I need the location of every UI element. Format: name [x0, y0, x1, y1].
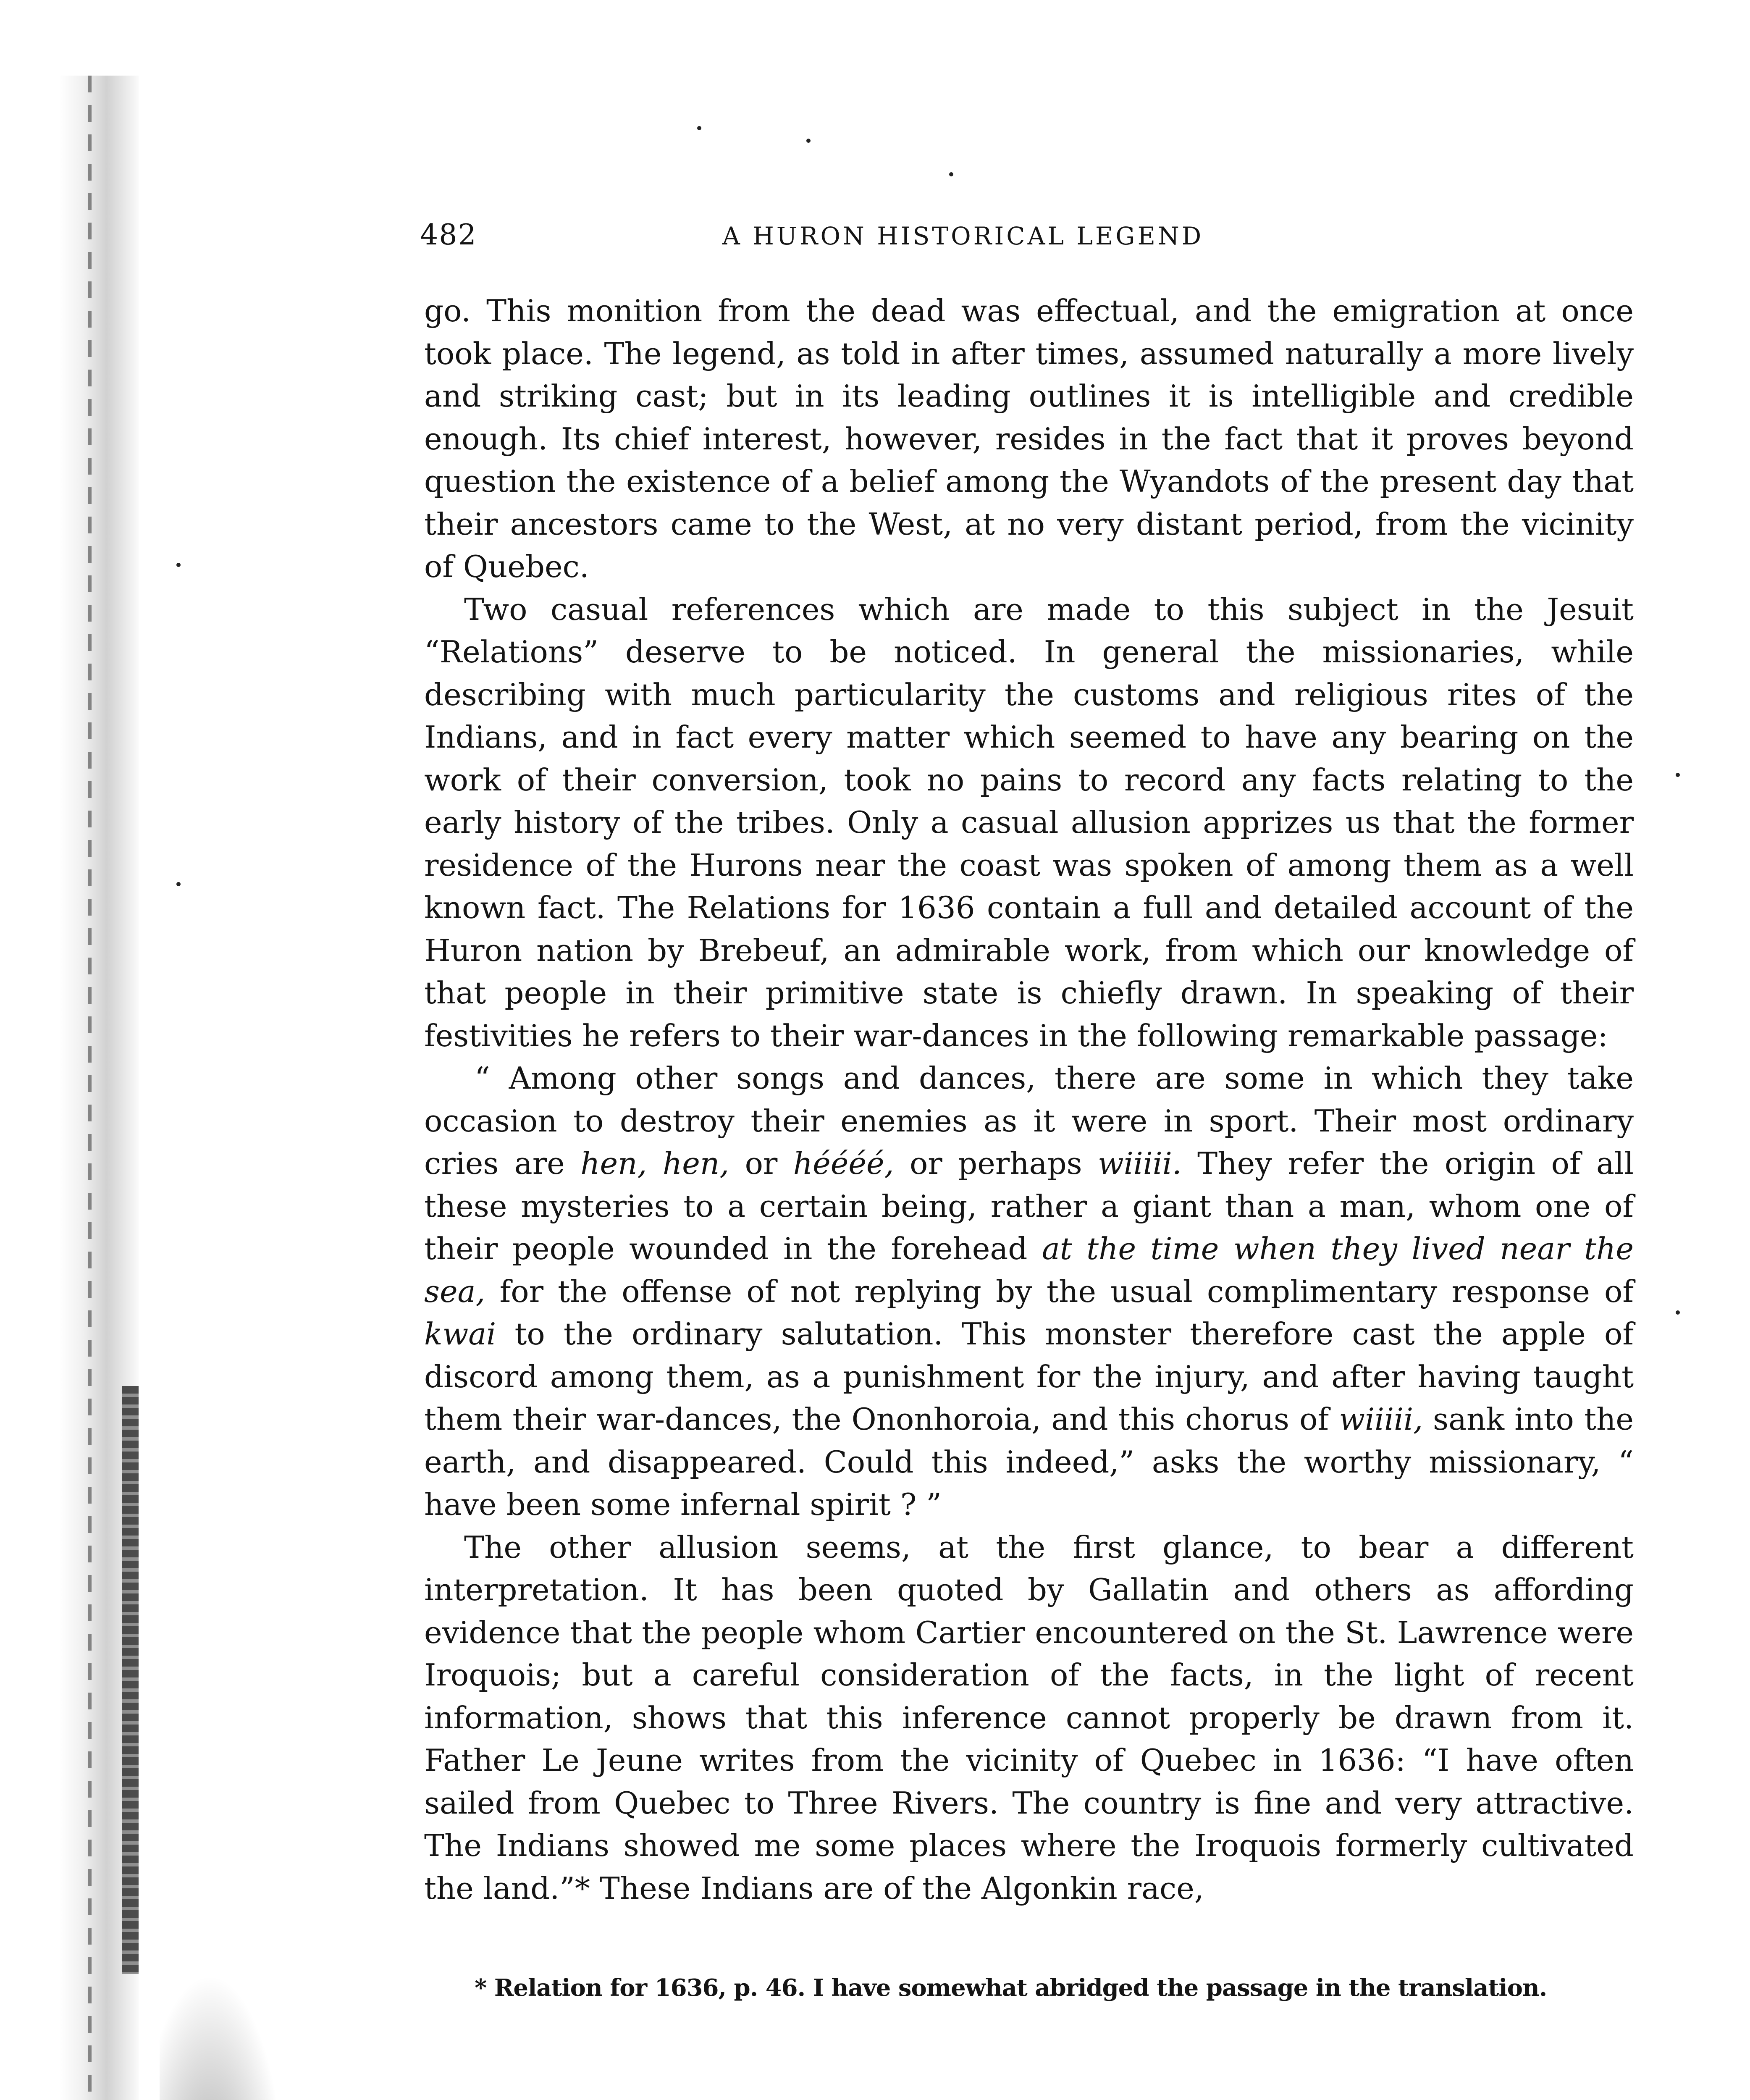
text-segment: They refer the origin of all these mysteries to a certain being, rather a giant than a man, whom one of their people wounded in the forehead — [424, 1146, 1634, 1266]
italic-term: hen, hen, — [580, 1146, 729, 1181]
scan-speck — [1676, 1310, 1680, 1315]
text-segment: Two casual references which are made to this subject in the Jesuit “Relations” deserve to be noticed. In general the missionaries, while describing with much particularity the customs and religious rites of the Indians, and in fact every matter which seemed to have any bearing on the work of their conversion, took no pains to record any facts relating to the early history of the tribes. Only a casual allusion apprizes us that the former residence of the Hurons near the coast was spoken of among them as a well known fact. The Relations for 1636 contain a full and detailed account of the Huron nation by Brebeuf, an admirable work, from which our knowledge of that people in their primitive state is chiefly drawn. In speaking of their festivities he refers to their war-dances in the following remarkable passage: — [424, 591, 1634, 1053]
scan-speck — [697, 126, 701, 130]
italic-term: wiiiii. — [1098, 1146, 1182, 1181]
text-segment: sank into the earth, and disappeared. Could this indeed,” asks the worthy missionary, “ have been some infernal spirit ? ” — [424, 1402, 1634, 1522]
paragraph — [424, 290, 1634, 588]
text-segment: “ Among other songs and dances, there are some in which they take occasion to destroy their enemies as it were in sport. Their most ordinary cries are — [424, 1060, 1634, 1181]
scan-corner-smudge — [160, 1974, 286, 2100]
scan-binding-mark — [122, 1386, 139, 1974]
text-segment: for the offense of not replying by the usual complimentary response of — [485, 1273, 1634, 1309]
scan-speck — [1676, 773, 1680, 777]
footnote: * Relation for 1636, p. 46. I have somewhat abridged the passage in the translation. — [475, 1974, 1547, 2002]
body-text — [424, 290, 1634, 1910]
paragraph — [424, 588, 1634, 1058]
page-number: 482 — [420, 218, 477, 252]
italic-term: wiiiii, — [1339, 1402, 1423, 1437]
running-head: A HURON HISTORICAL LEGEND — [722, 222, 1204, 250]
scan-speck — [176, 882, 181, 886]
text-segment: to the ordinary salutation. This monster therefore cast the apple of discord among them, as a punishment for the injury, and after having taught them their war-dances, the Ononhoroia, and this chorus of — [424, 1316, 1634, 1437]
scan-speck — [176, 563, 181, 567]
italic-phrase: at the time when they lived near the sea, — [424, 1231, 1634, 1309]
italic-term: héééé, — [793, 1146, 894, 1181]
italic-term: kwai — [424, 1316, 496, 1352]
text-segment: or perhaps — [894, 1146, 1098, 1181]
page-header — [420, 218, 1638, 269]
text-segment: The other allusion seems, at the first glance, to bear a different interpretation. It has been quoted by Gallatin and others as affording evidence that the people whom Cartier encountered on the St. Lawrence were Iroquois; but a careful consideration of the facts, in the light of recent information, shows that this inference cannot properly be drawn from it. Father Le Jeune writes from the vicinity of Quebec in 1636: “I have often sailed from Quebec to Three Rivers. The country is fine and very attractive. The Indians showed me some places where the Iroquois formerly cultivated the land.”* These Indians are of the Algonkin race, — [424, 1529, 1634, 1906]
scan-speck — [806, 139, 811, 143]
text-segment: go. This monition from the dead was effectual, and the emigration at once took place. The legend, as told in after times, assumed naturally a more lively and striking cast; but in its leading outlines it is intelligible and credible enough. Its chief interest, however, resides in the fact that it proves beyond question the existence of a belief among the Wyandots of the present day that their ancestors came to the West, at no very distant period, from the vicinity of Quebec. — [424, 293, 1634, 584]
scan-edge-line — [88, 76, 92, 2100]
text-segment: or — [729, 1146, 793, 1181]
paragraph — [424, 1526, 1634, 1910]
scan-speck — [949, 172, 953, 176]
quoted-paragraph — [424, 1057, 1634, 1526]
